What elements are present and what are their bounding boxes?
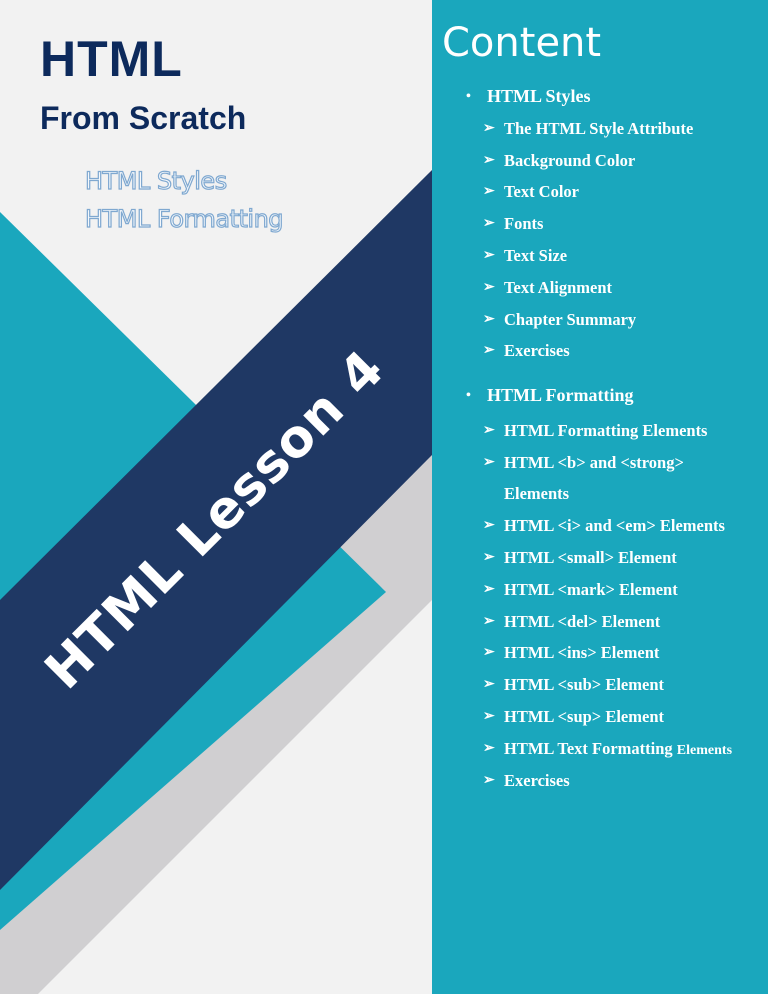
- arrow-icon: ➢: [483, 343, 495, 359]
- arrow-icon: ➢: [483, 549, 495, 565]
- item-text: [504, 669, 664, 701]
- arrow-icon: ➢: [483, 613, 495, 629]
- list-item: [432, 176, 768, 208]
- item-label-suffix: Elements: [676, 742, 733, 758]
- item-text: [504, 113, 693, 145]
- list-item: [432, 669, 768, 701]
- item-label: Exercises: [504, 341, 570, 361]
- item-label: HTML <ins> Element: [504, 643, 660, 663]
- list-item: [432, 335, 768, 367]
- topic-styles: HTML Styles: [85, 167, 227, 195]
- item-label: HTML Text Formatting: [504, 738, 673, 758]
- item-label: Background Color: [504, 150, 636, 170]
- item-text: [504, 208, 543, 240]
- topic-formatting: HTML Formatting: [85, 205, 284, 233]
- arrow-icon: ➢: [483, 772, 495, 788]
- arrow-icon: ➢: [483, 645, 495, 661]
- list-item: [432, 145, 768, 177]
- list-item: [432, 113, 768, 145]
- item-label: HTML <mark> Element: [504, 579, 678, 599]
- item-label: HTML <sub> Element: [504, 675, 664, 695]
- item-label: HTML <del> Element: [504, 611, 661, 631]
- item-label: HTML Styles: [487, 86, 591, 106]
- item-text: [487, 81, 591, 113]
- item-text: [487, 380, 634, 412]
- item-text: [504, 240, 567, 272]
- item-text: [504, 447, 684, 479]
- section-heading: [432, 380, 768, 412]
- arrow-icon: ➢: [483, 581, 495, 597]
- item-label: Text Alignment: [504, 277, 613, 297]
- item-text: [504, 335, 570, 367]
- contents-title: Content: [442, 20, 602, 66]
- item-label: Exercises: [504, 770, 570, 790]
- item-text: [504, 145, 635, 177]
- item-label: Fonts: [504, 214, 544, 234]
- arrow-icon: ➢: [483, 422, 495, 438]
- arrow-icon: ➢: [483, 120, 495, 136]
- bullet-icon: •: [466, 89, 471, 104]
- item-text: [504, 574, 678, 606]
- item-text: [504, 415, 707, 447]
- item-label: HTML <sup> Element: [504, 706, 664, 726]
- item-text: [504, 606, 660, 638]
- item-text: [504, 765, 570, 797]
- item-text: [504, 637, 659, 669]
- arrow-icon: ➢: [483, 184, 495, 200]
- lesson-label: HTML Lesson 4: [33, 338, 397, 702]
- list-item: [432, 510, 768, 542]
- item-label: HTML <small> Element: [504, 547, 677, 567]
- book-title: HTML: [40, 31, 183, 87]
- list-item: [432, 701, 768, 733]
- list-item: [432, 478, 768, 510]
- arrow-icon: ➢: [483, 279, 495, 295]
- item-text: [504, 272, 612, 304]
- item-label: Text Color: [504, 182, 580, 202]
- arrow-icon: ➢: [483, 740, 495, 756]
- item-label: HTML <b> and <strong>: [504, 452, 684, 472]
- item-label: Text Size: [504, 245, 568, 265]
- list-item: [432, 415, 768, 447]
- list-item: [432, 304, 768, 336]
- arrow-icon: ➢: [483, 677, 495, 693]
- bullet-icon: •: [466, 388, 471, 403]
- list-item: [432, 240, 768, 272]
- arrow-icon: ➢: [483, 454, 495, 470]
- contents-section-styles: [432, 81, 768, 367]
- item-text: [504, 510, 725, 542]
- arrow-icon: ➢: [483, 152, 495, 168]
- list-item: [432, 574, 768, 606]
- list-item: [432, 208, 768, 240]
- arrow-icon: ➢: [483, 708, 495, 724]
- item-label: Elements: [504, 484, 570, 504]
- list-item: [432, 447, 768, 479]
- list-item: [432, 733, 768, 765]
- item-text: [504, 478, 569, 510]
- item-text: [504, 701, 664, 733]
- item-label: HTML Formatting Elements: [504, 420, 708, 440]
- item-text: [504, 176, 579, 208]
- contents-panel: [432, 0, 768, 994]
- book-subtitle: From Scratch: [40, 100, 247, 136]
- arrow-icon: ➢: [483, 311, 495, 327]
- list-item: [432, 606, 768, 638]
- arrow-icon: ➢: [483, 247, 495, 263]
- contents-section-formatting: [432, 380, 768, 796]
- arrow-icon: ➢: [483, 216, 495, 232]
- list-item: [432, 637, 768, 669]
- item-label: HTML <i> and <em> Elements: [504, 516, 725, 536]
- list-item: [432, 272, 768, 304]
- item-label: HTML Formatting: [487, 385, 634, 405]
- section-heading: [432, 81, 768, 113]
- list-item: [432, 542, 768, 574]
- arrow-icon: ➢: [483, 518, 495, 534]
- item-text: [504, 542, 677, 574]
- item-text: [504, 304, 636, 336]
- list-item: [432, 765, 768, 797]
- item-text: [504, 733, 732, 767]
- item-label: Chapter Summary: [504, 309, 637, 329]
- item-label: The HTML Style Attribute: [504, 118, 694, 138]
